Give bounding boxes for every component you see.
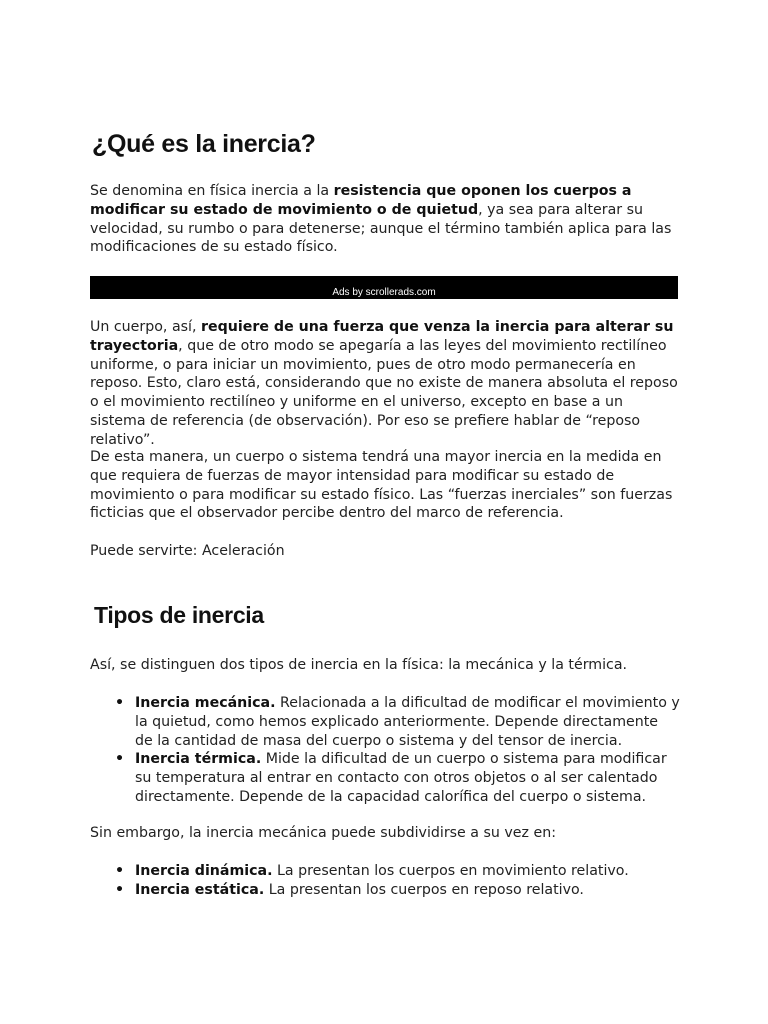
paragraph-subdivision: Sin embargo, la inercia mecánica puede subdividirse a su vez en: <box>90 825 556 841</box>
list-item-text: Relacionada a la dificultad de modificar el movimiento y la quietud, como hemos explicado anteriormente. Depende directamente de la cantidad de masa del cuerpo o sistema y del tensor de inercia. <box>135 695 680 749</box>
paragraph-2-text-end: , que de otro modo se apegaría a las leyes del movimiento rectilíneo uniforme, o para iniciar un movimiento, pues de otro modo permanecería en reposo. Esto, claro está, considerando que no existe de manera absoluta el reposo o el movimiento rectilíneo y uniforme en el universo, excepto en base a un sistema de referencia (de observación). Por eso se prefiere hablar de “reposo relativo”. <box>90 337 678 448</box>
list-item-term: Inercia mecánica. <box>135 695 276 711</box>
section-heading-types: Tipos de inercia <box>94 602 264 628</box>
ad-label[interactable]: Ads by scrollerads.com <box>332 287 436 298</box>
paragraph-forces: De esta manera, un cuerpo o sistema tendrá una mayor inercia en la medida en que requiera de fuerzas de mayor intensidad para modificar su estado de movimiento o para modificar su estado físico. Las “fuerzas inerciales” son fuerzas ficticias que el observador percibe dentro del marco de referencia. <box>90 449 673 522</box>
page-title: ¿Qué es la inercia? <box>92 130 316 158</box>
intro-bold-text: resistencia que oponen los cuerpos a modificar su estado de movimiento o de quietud <box>90 183 632 218</box>
paragraph-types-intro: Así, se distinguen dos tipos de inercia en la física: la mecánica y la térmica. <box>90 657 628 673</box>
inertia-types-list <box>90 694 680 807</box>
bullet-icon: • <box>115 881 125 898</box>
list-item <box>90 750 680 806</box>
bullet-icon: • <box>115 863 125 879</box>
mechanical-inertia-list <box>90 862 680 900</box>
intro-text-end: , ya sea para alterar su velocidad, su rumbo o para detenerse; aunque el término también aplica para las modificaciones de su estado físico. <box>90 201 672 256</box>
bullet-icon: • <box>115 695 125 711</box>
list-item-text: Mide la dificultad de un cuerpo o sistema para modificar su temperatura al entrar en contacto con otros objetos o al ser calentado directamente. Depende de la capacidad calorífica del cuerpo o sistema. <box>135 751 667 805</box>
paragraph-2-bold-text: requiere de una fuerza que venza la inercia para alterar su trayectoria <box>90 319 674 354</box>
bullet-icon: • <box>115 751 125 768</box>
list-item-term: Inercia dinámica. <box>135 863 273 879</box>
intro-text-start: Se denomina en física inercia a la <box>90 183 334 199</box>
list-item-term: Inercia estática. <box>135 881 265 898</box>
list-item <box>90 881 680 900</box>
list-item-term: Inercia térmica. <box>135 751 262 768</box>
paragraph-2-text-start: Un cuerpo, así, <box>90 319 201 335</box>
ad-banner[interactable] <box>90 276 678 299</box>
intro-paragraph <box>90 182 680 257</box>
list-item-text: La presentan los cuerpos en reposo relativo. <box>264 881 584 898</box>
paragraph-trajectory <box>90 318 680 450</box>
see-also-link[interactable]: Puede servirte: Aceleración <box>90 543 285 559</box>
list-item-text: La presentan los cuerpos en movimiento relativo. <box>272 863 629 879</box>
list-item <box>90 862 680 881</box>
list-item <box>90 694 680 750</box>
